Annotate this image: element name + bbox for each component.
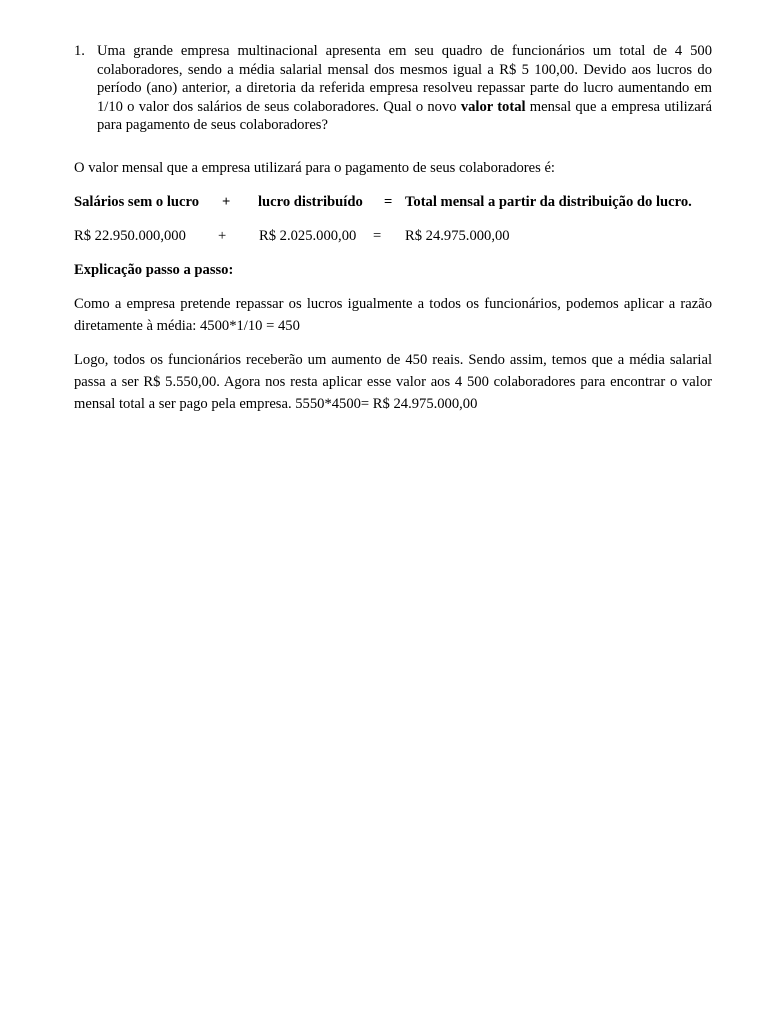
answer-intro: O valor mensal que a empresa utilizará para o pagamento de seus colaboradores é: — [74, 159, 555, 176]
question-text-end: mensal que a empresa utilizará para pagamento de seus colaboradores? — [97, 98, 713, 134]
header-salaries: Salários sem o lucro — [74, 193, 199, 210]
question-text — [97, 42, 712, 135]
header-profit: lucro distribuído — [258, 193, 363, 210]
explanation-paragraph-1: Como a empresa pretende repassar os lucros igualmente a todos os funcionários, podemos aplicar a razão diretamente à média: 4500*1/10 = 450 — [74, 295, 712, 334]
explanation-paragraph-2: Logo, todos os funcionários receberão um aumento de 450 reais. Sendo assim, temos que a média salarial passa a ser R$ 5.550,00. Agora nos resta aplicar esse valor aos 4 500 colaboradores para encontrar o valor mensal total a ser pago pela empresa. 5550*4500= R$ 24.975.000,00 — [74, 351, 712, 412]
question-text-start: Uma grande empresa multinacional apresenta em seu quadro de funcionários um total de 4 500 colaboradores, sendo a média salarial mensal dos mesmos igual a R$ 5 100,00. Devido aos lucros do período (ano) anterior, a diretoria da referida empresa resolveu repassar parte do lucro aumentando em 1/10 o valor dos salários de seus colaboradores. Qual o novo — [97, 43, 712, 115]
header-equals: = — [384, 193, 393, 210]
question-number: 1. — [74, 43, 85, 59]
question-bold-text: valor total — [460, 98, 526, 115]
explanation-title: Explicação passo a passo: — [74, 261, 234, 278]
header-plus: + — [222, 193, 231, 210]
value-plus: + — [218, 227, 227, 244]
equation-header — [74, 191, 712, 213]
value-salaries: R$ 22.950.000,000 — [74, 227, 186, 244]
value-equals: = — [373, 227, 382, 244]
header-total: Total mensal a partir da distribuição do lucro. — [405, 193, 692, 210]
value-total: R$ 24.975.000,00 — [405, 227, 510, 244]
equation-values — [74, 225, 712, 247]
question-item — [74, 42, 712, 135]
value-profit: R$ 2.025.000,00 — [259, 227, 357, 244]
